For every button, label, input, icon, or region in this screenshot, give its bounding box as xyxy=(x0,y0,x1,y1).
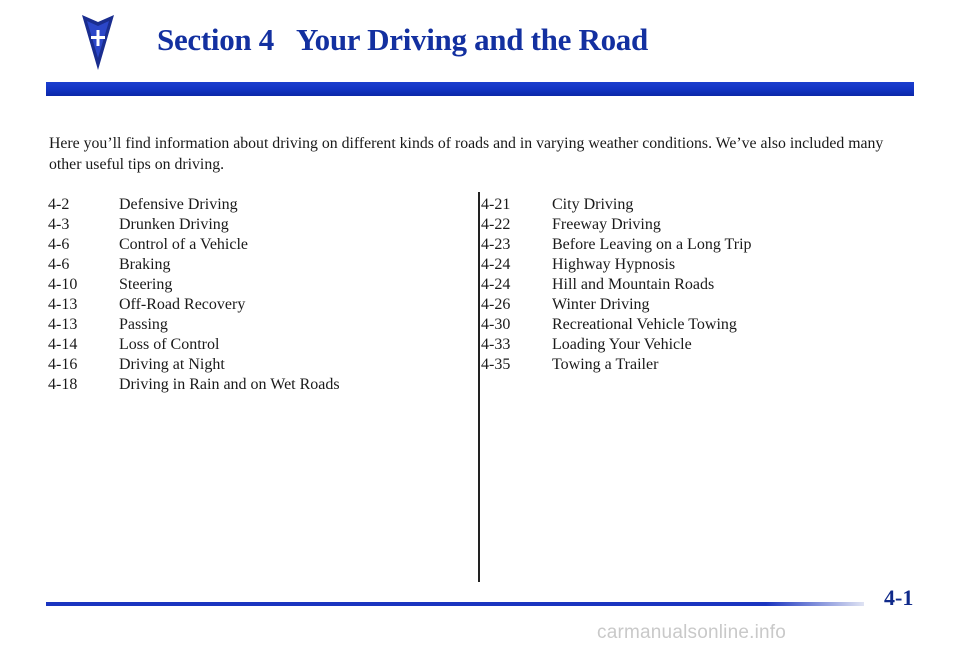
toc-entry[interactable] xyxy=(48,315,340,335)
toc-title: Hill and Mountain Roads xyxy=(552,276,715,293)
toc-page: 4-23 xyxy=(481,236,511,253)
toc-title: Loading Your Vehicle xyxy=(552,336,692,353)
toc-page: 4-18 xyxy=(48,376,78,393)
toc-page: 4-2 xyxy=(48,196,70,213)
toc-title: Drunken Driving xyxy=(119,216,229,233)
toc-entry[interactable] xyxy=(481,295,752,315)
toc-page: 4-10 xyxy=(48,276,78,293)
toc-right-column xyxy=(481,195,752,375)
toc-entry[interactable] xyxy=(48,215,340,235)
toc-page: 4-24 xyxy=(481,276,511,293)
toc-left-column xyxy=(48,195,340,395)
toc-title: Winter Driving xyxy=(552,296,650,313)
toc-page: 4-24 xyxy=(481,256,511,273)
toc-entry[interactable] xyxy=(481,255,752,275)
toc-entry[interactable] xyxy=(481,355,752,375)
toc-title: Before Leaving on a Long Trip xyxy=(552,236,752,253)
header-rule xyxy=(46,82,914,96)
toc-entry[interactable] xyxy=(48,295,340,315)
toc-title: Driving at Night xyxy=(119,356,225,373)
toc-title: City Driving xyxy=(552,196,634,213)
watermark: carmanualsonline.info xyxy=(597,622,787,643)
toc-page: 4-16 xyxy=(48,356,78,373)
toc-title: Recreational Vehicle Towing xyxy=(552,316,737,333)
toc-title: Control of a Vehicle xyxy=(119,236,249,253)
toc-title: Loss of Control xyxy=(119,336,220,353)
toc-title: Towing a Trailer xyxy=(552,356,659,373)
toc-title: Highway Hypnosis xyxy=(552,256,676,273)
toc-entry[interactable] xyxy=(481,335,752,355)
toc-page: 4-6 xyxy=(48,236,70,253)
toc-entry[interactable] xyxy=(481,235,752,255)
page-number: 4-1 xyxy=(884,585,914,610)
toc-page: 4-6 xyxy=(48,256,70,273)
toc-title: Steering xyxy=(119,276,173,293)
toc-page: 4-13 xyxy=(48,296,78,313)
toc-entry[interactable] xyxy=(481,275,752,295)
toc-page: 4-33 xyxy=(481,336,511,353)
toc-title: Braking xyxy=(119,256,171,273)
toc-entry[interactable] xyxy=(48,375,340,395)
toc-page: 4-26 xyxy=(481,296,511,313)
toc-entry[interactable] xyxy=(48,275,340,295)
section-title: Your Driving and the Road xyxy=(296,22,648,57)
toc-entry[interactable] xyxy=(48,355,340,375)
toc-page: 4-30 xyxy=(481,316,511,333)
toc-entry[interactable] xyxy=(48,335,340,355)
toc-entry[interactable] xyxy=(481,215,752,235)
footer-rule xyxy=(46,602,864,606)
toc-title: Defensive Driving xyxy=(119,196,238,213)
toc-title: Driving in Rain and on Wet Roads xyxy=(119,376,340,393)
toc-entry[interactable] xyxy=(48,235,340,255)
toc-title: Off-Road Recovery xyxy=(119,296,246,313)
toc-page: 4-21 xyxy=(481,196,511,213)
toc-page: 4-22 xyxy=(481,216,511,233)
toc-title: Freeway Driving xyxy=(552,216,661,233)
toc-entry[interactable] xyxy=(48,255,340,275)
column-divider xyxy=(478,192,480,582)
section-heading xyxy=(157,22,648,58)
section-label: Section 4 xyxy=(157,22,274,57)
intro-paragraph: Here you’ll find information about driving on different kinds of roads and in varying weather conditions. We’ve also included many other useful tips on driving. xyxy=(49,135,884,173)
pontiac-arrowhead-icon xyxy=(80,12,116,72)
toc-entry[interactable] xyxy=(481,195,752,215)
toc-page: 4-35 xyxy=(481,356,511,373)
toc-entry[interactable] xyxy=(481,315,752,335)
toc-page: 4-3 xyxy=(48,216,70,233)
toc-page: 4-14 xyxy=(48,336,78,353)
toc-entry[interactable] xyxy=(48,195,340,215)
toc-title: Passing xyxy=(119,316,168,333)
toc-page: 4-13 xyxy=(48,316,78,333)
